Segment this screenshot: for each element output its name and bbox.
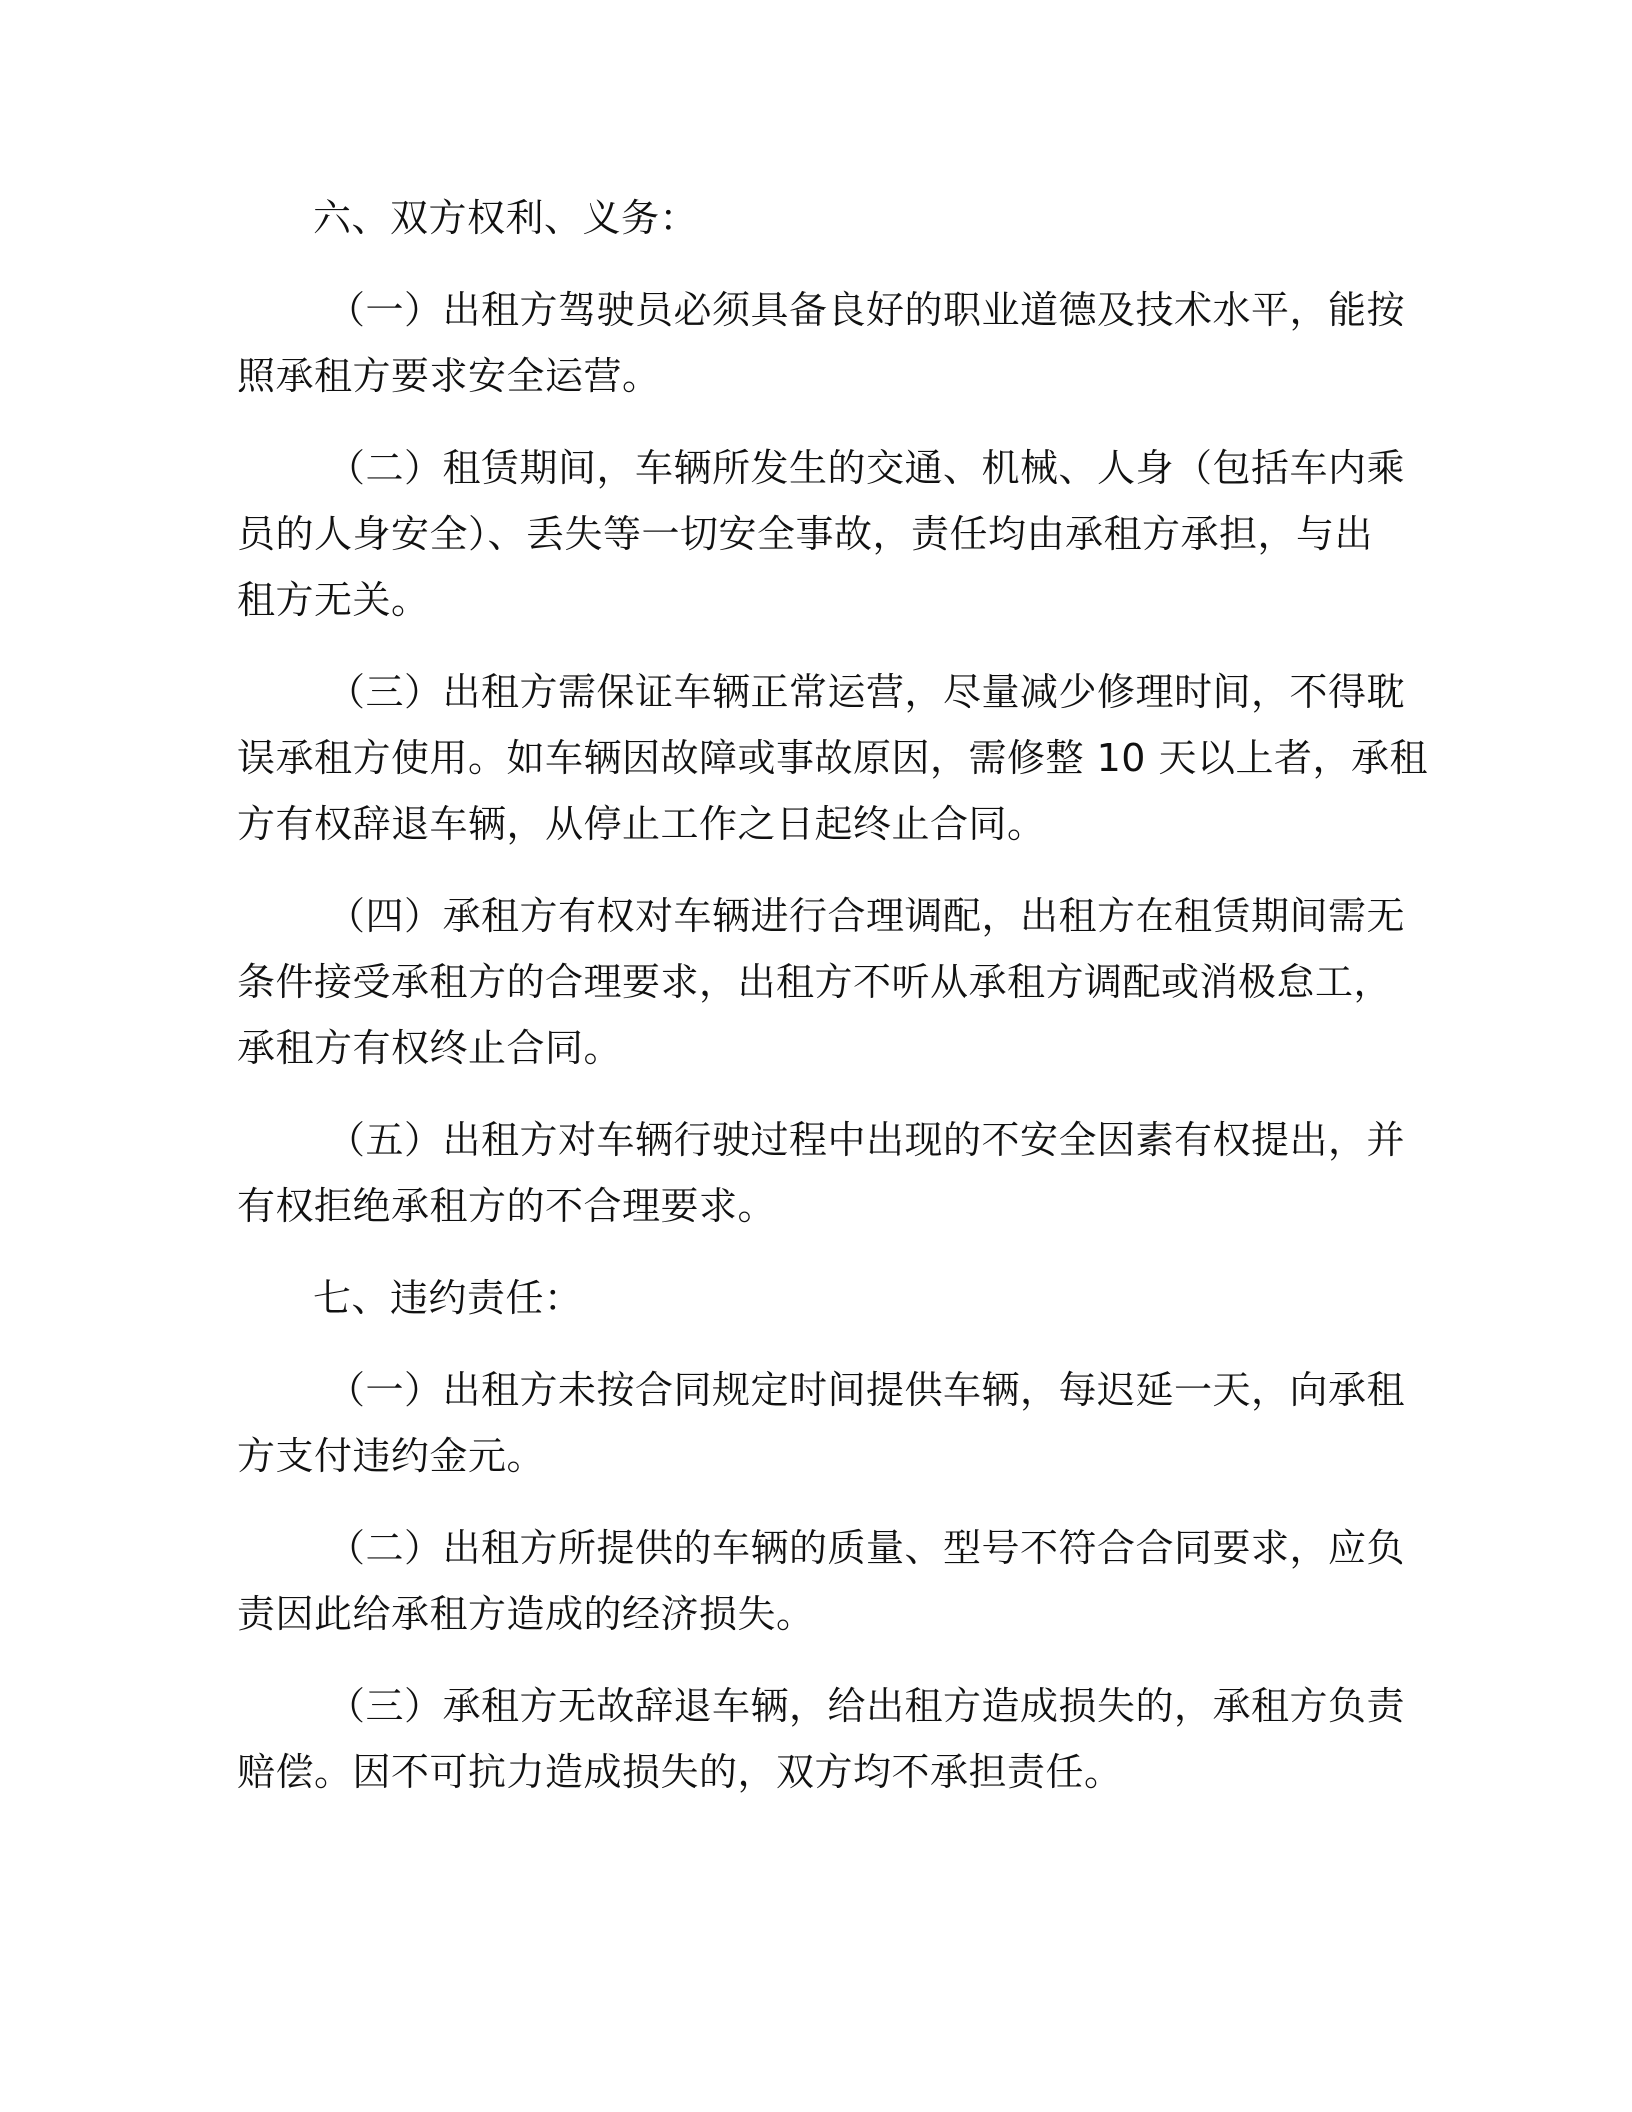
clause-paragraph [237, 659, 1429, 857]
clause-line: 租方无关。 [237, 578, 430, 622]
clause-paragraph [237, 435, 1406, 633]
clause-line: （三）承租方无故辞退车辆，给出租方造成损失的，承租方负责 [327, 1684, 1406, 1728]
clause-line: 条件接受承租方的合理要求，出租方不听从承租方调配或消极怠工， [237, 960, 1393, 1004]
clause-line: 赔偿。因不可抗力造成损失的，双方均不承担责任。 [237, 1750, 1123, 1794]
clause-line: 照承租方要求安全运营。 [237, 354, 661, 398]
clause-line: 承租方有权终止合同。 [237, 1026, 623, 1070]
clause-line: 有权拒绝承租方的不合理要求。 [237, 1184, 777, 1228]
clause-paragraph [237, 277, 1406, 409]
clause-paragraph [237, 883, 1406, 1081]
clause-line: 误承租方使用。如车辆因故障或事故原因，需修整 10 天以上者，承租 [237, 736, 1429, 780]
clause-line: 方有权辞退车辆，从停止工作之日起终止合同。 [237, 802, 1046, 846]
clause-line: （二）出租方所提供的车辆的质量、型号不符合合同要求，应负 [327, 1526, 1406, 1570]
clause-paragraph [237, 1107, 1406, 1239]
clause-line: （一）出租方驾驶员必须具备良好的职业道德及技术水平，能按 [327, 288, 1406, 332]
document-body [237, 185, 1429, 1831]
section-heading-breach-liability: 七、违约责任： [313, 1276, 583, 1320]
clause-line: （四）承租方有权对车辆进行合理调配，出租方在租赁期间需无 [327, 894, 1406, 938]
clause-line: 员的人身安全）、丢失等一切安全事故，责任均由承租方承担，与出 [237, 512, 1374, 556]
clause-line: 责因此给承租方造成的经济损失。 [237, 1592, 815, 1636]
clause-line: （三）出租方需保证车辆正常运营，尽量减少修理时间，不得耽 [327, 670, 1406, 714]
clause-line: （五）出租方对车辆行驶过程中出现的不安全因素有权提出，并 [327, 1118, 1406, 1162]
clause-paragraph [237, 1357, 1406, 1489]
section-heading-rights-obligations: 六、双方权利、义务： [313, 196, 699, 240]
clause-line: （二）租赁期间，车辆所发生的交通、机械、人身（包括车内乘 [327, 446, 1406, 490]
clause-paragraph [237, 1515, 1406, 1647]
clause-line: 方支付违约金元。 [237, 1434, 546, 1478]
clause-line: （一）出租方未按合同规定时间提供车辆，每迟延一天，向承租 [327, 1368, 1406, 1412]
clause-paragraph [237, 1673, 1406, 1805]
